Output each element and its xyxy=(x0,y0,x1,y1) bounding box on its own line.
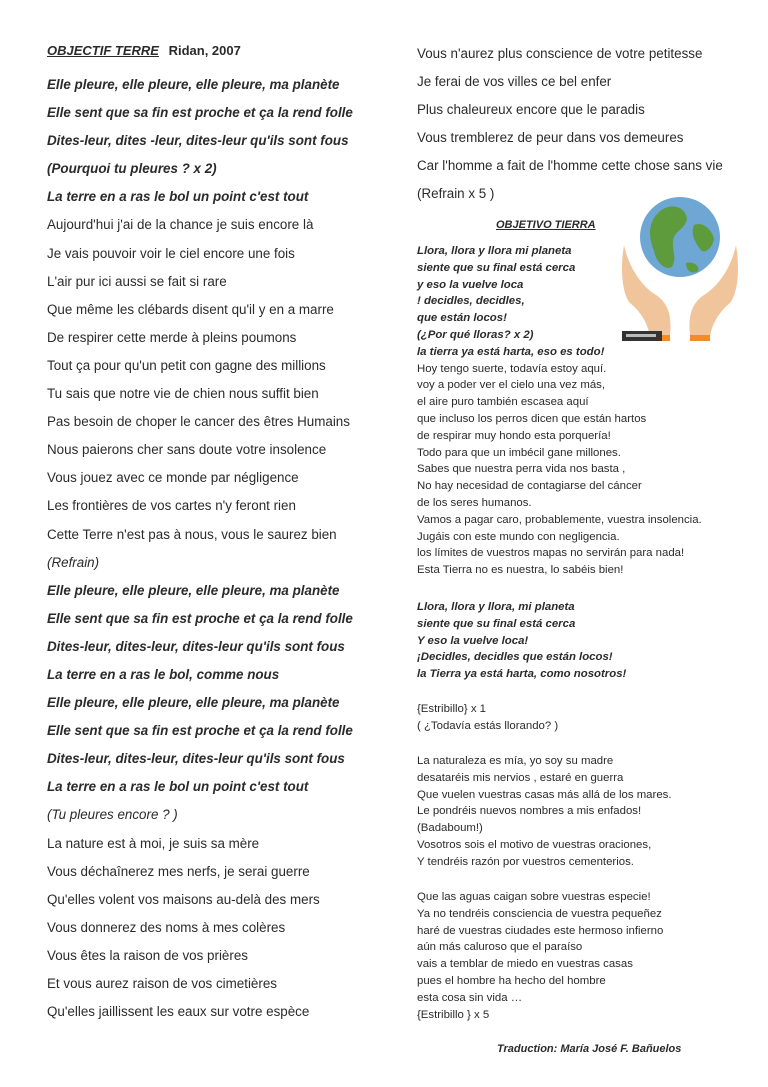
spanish-lyric-line: los límites de vuestros mapas no servirán para nada! xyxy=(417,547,685,560)
french-lyric-line: Vous donnerez des noms à mes colères xyxy=(47,919,286,935)
french-lyric-line: Nous paierons cher sans doute votre insolence xyxy=(47,442,327,458)
spanish-title: OBJETIVO TIERRA xyxy=(496,219,596,231)
spanish-lyric-line: ¡Decidles, decidles que están locos! xyxy=(417,651,613,664)
french-verse-lines xyxy=(47,71,397,1026)
spanish-lyric-line: La naturaleza es mía, yo soy su madre xyxy=(417,755,614,767)
spanish-lyric-line: Vosotros sois el motivo de vuestras oraciones, xyxy=(417,838,652,851)
spanish-block-5 xyxy=(417,889,747,1023)
french-lyric-line: La terre en a ras le bol, comme nous xyxy=(47,666,280,682)
french-lyric-line: (Refrain x 5 ) xyxy=(417,186,495,201)
french-lyric-line: Que même les clébards disent qu'il y en a marre xyxy=(47,301,334,317)
spanish-lyric-line: Todo para que un imbécil gane millones. xyxy=(417,446,621,459)
spanish-lyric-line: ( ¿Todavía estás llorando? ) xyxy=(417,719,559,732)
french-lyrics-left xyxy=(47,43,397,1026)
spanish-lyric-line: (¿Por qué lloras? x 2) xyxy=(417,328,534,341)
french-lyric-line: Elle pleure, elle pleure, elle pleure, ma planète xyxy=(47,77,340,92)
spanish-lyric-line: Llora, llora y llora mi planeta xyxy=(417,245,572,257)
french-lyrics-right xyxy=(417,40,757,208)
spanish-lyric-line: Jugáis con este mundo con negligencia. xyxy=(417,530,620,543)
french-lyric-line: Vous jouez avec ce monde par négligence xyxy=(47,470,299,486)
spanish-lyric-line: {Estribillo } x 5 xyxy=(417,1008,490,1021)
spanish-lyric-line: (Badaboum!) xyxy=(417,822,483,835)
french-lyric-line: Tu sais que notre vie de chien nous suffit bien xyxy=(47,386,319,402)
french-lyric-line: Vous êtes la raison de vos prières xyxy=(47,947,248,963)
spanish-lyric-line: Le pondréis nuevos nombres a mis enfados! xyxy=(417,805,642,818)
spanish-lyric-line: que incluso los perros dicen que están hartos xyxy=(417,412,647,425)
french-lyric-line: La nature est à moi, je suis sa mère xyxy=(47,835,260,851)
french-lyric-line: Elle sent que sa fin est proche et ça la rend folle xyxy=(47,610,353,626)
french-lyric-line: Elle sent que sa fin est proche et ça la rend folle xyxy=(47,105,353,121)
french-lyric-line: Vous n'aurez plus conscience de votre petitesse xyxy=(417,46,703,61)
translation-credit: Traduction: María José F. Bañuelos xyxy=(497,1043,682,1055)
french-lyric-line: (Pourquoi tu pleures ? x 2) xyxy=(47,161,217,177)
spanish-lyric-line: esta cosa sin vida … xyxy=(417,991,523,1004)
spanish-lyric-line: Ya no tendréis consciencia de vuestra pequeñez xyxy=(417,907,662,920)
spanish-lyric-line: ! decidles, decidles, xyxy=(417,295,525,308)
french-lyric-line: (Refrain) xyxy=(47,554,100,570)
spanish-lyric-line: desataréis mis nervios , estaré en guerra xyxy=(417,771,624,784)
french-lyric-line: Dites-leur, dites-leur, dites-leur qu'ils sont fous xyxy=(47,638,345,654)
spanish-lyric-line: {Estribillo} x 1 xyxy=(417,703,487,715)
french-title: OBJECTIF TERRE xyxy=(47,43,159,58)
spanish-lyric-line: Esta Tierra no es nuestra, lo sabéis bien! xyxy=(417,564,624,577)
spanish-block-4 xyxy=(417,753,747,871)
spanish-lyric-line: vais a temblar de miedo en vuestras casas xyxy=(417,958,633,971)
spanish-lyric-line: pues el hombre ha hecho del hombre xyxy=(417,974,606,987)
french-lyric-line: Je ferai de vos villes ce bel enfer xyxy=(417,74,612,89)
spanish-lyric-line: voy a poder ver el cielo una vez más, xyxy=(417,379,606,392)
spanish-lyric-line: Que vuelen vuestras casas más allá de los mares. xyxy=(417,788,672,801)
spanish-lyric-line: siente que su final está cerca xyxy=(417,261,576,274)
french-lyric-line: Elle pleure, elle pleure, elle pleure, ma planète xyxy=(47,695,340,711)
spanish-block-2 xyxy=(417,599,747,683)
spanish-lyric-line: Que las aguas caigan sobre vuestras especie! xyxy=(417,891,651,903)
spanish-lyric-line: Llora, llora y llora, mi planeta xyxy=(417,601,575,613)
french-lyric-line: Et vous aurez raison de vos cimetières xyxy=(47,976,277,991)
french-lyric-line: La terre en a ras le bol un point c'est tout xyxy=(47,189,309,205)
french-lyric-line: Dites-leur, dites -leur, dites-leur qu'ils sont fous xyxy=(47,133,349,149)
french-lyric-line: Qu'elles volent vos maisons au-delà des mers xyxy=(47,891,320,907)
french-lyric-line: L'air pur ici aussi se fait si rare xyxy=(47,273,227,289)
french-lyric-line: Cette Terre n'est pas à nous, vous le saurez bien xyxy=(47,526,337,542)
spanish-lyric-line: Hoy tengo suerte, todavía estoy aquí. xyxy=(417,362,607,375)
spanish-block-1 xyxy=(417,243,747,579)
french-lyric-line: Aujourd'hui j'ai de la chance je suis encore là xyxy=(47,217,314,233)
spanish-lyric-line: de respirar muy hondo esta porquería! xyxy=(417,429,611,442)
french-lyric-line: La terre en a ras le bol un point c'est tout xyxy=(47,779,309,795)
spanish-lyric-line: que están locos! xyxy=(417,312,507,325)
spanish-lyric-line: No hay necesidad de contagiarse del cáncer xyxy=(417,480,642,493)
french-lyric-line: Vous déchaînerez mes nerfs, je serai guerre xyxy=(47,863,310,879)
french-byline: Ridan, 2007 xyxy=(168,43,241,58)
spanish-lyric-line: la tierra ya está harta, eso es todo! xyxy=(417,345,605,358)
spanish-lyric-line: Y eso la vuelve loca! xyxy=(417,634,529,647)
french-lyric-line: Vous tremblerez de peur dans vos demeures xyxy=(417,130,684,145)
french-lyric-line: Car l'homme a fait de l'homme cette chose sans vie xyxy=(417,158,723,173)
spanish-lyric-line: Sabes que nuestra perra vida nos basta , xyxy=(417,463,626,476)
french-lyric-line: Les frontières de vos cartes n'y feront rien xyxy=(47,498,296,514)
french-lyric-line: Plus chaleureux encore que le paradis xyxy=(417,102,645,117)
spanish-lyric-line: el aire puro también escasea aquí xyxy=(417,396,589,409)
french-lyric-line: Je vais pouvoir voir le ciel encore une fois xyxy=(47,245,295,261)
french-lyric-line: (Tu pleures encore ? ) xyxy=(47,807,178,823)
french-verse-lines-right xyxy=(417,40,757,208)
spanish-lyric-line: y eso la vuelve loca xyxy=(417,278,524,291)
spanish-lyric-line: aún más caluroso que el paraíso xyxy=(417,941,583,954)
french-lyric-line: Qu'elles jaillissent les eaux sur votre espèce xyxy=(47,1004,310,1020)
french-lyric-line: Elle sent que sa fin est proche et ça la rend folle xyxy=(47,723,353,739)
french-lyric-line: De respirer cette merde à pleins poumons xyxy=(47,329,297,345)
french-lyric-line: Tout ça pour qu'un petit con gagne des millions xyxy=(47,357,326,373)
spanish-lyric-line: Y tendréis razón por vuestros cementerios. xyxy=(417,855,634,868)
spanish-lyric-line: la Tierra ya está harta, como nosotros! xyxy=(417,668,627,681)
spanish-lyric-line: haré de vuestras ciudades este hermoso infierno xyxy=(417,924,664,937)
french-lyric-line: Elle pleure, elle pleure, elle pleure, ma planète xyxy=(47,582,340,598)
french-title-line xyxy=(47,43,397,71)
french-lyric-line: Dites-leur, dites-leur, dites-leur qu'ils sont fous xyxy=(47,751,345,767)
spanish-lyric-line: de los seres humanos. xyxy=(417,496,532,509)
spanish-lyric-line: Vamos a pagar caro, probablemente, vuestra insolencia. xyxy=(417,513,702,526)
spanish-block-3 xyxy=(417,701,747,735)
spanish-lyric-line: siente que su final está cerca xyxy=(417,617,576,630)
french-lyric-line: Pas besoin de choper le cancer des êtres Humains xyxy=(47,414,350,430)
